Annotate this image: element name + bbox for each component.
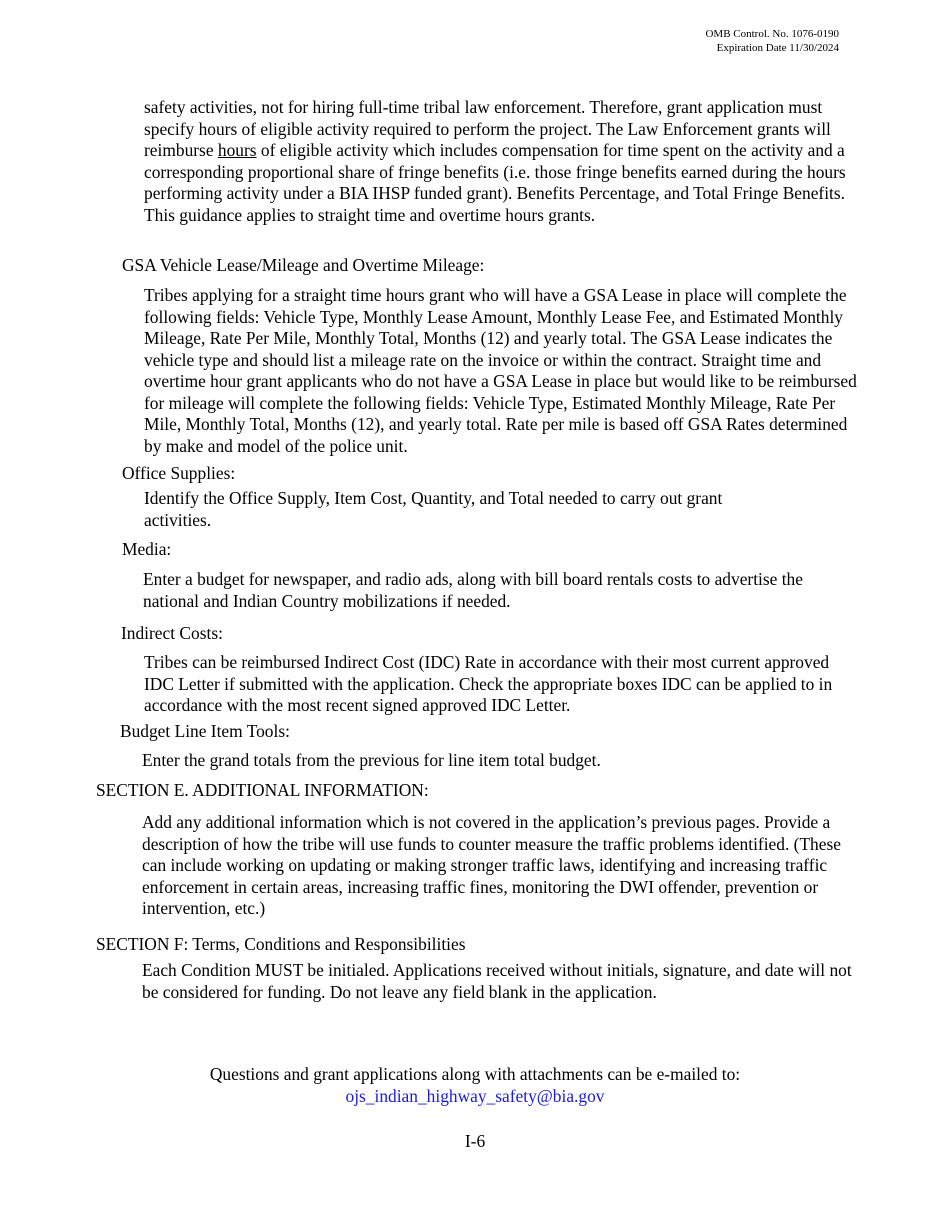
section-e-paragraph: Add any additional information which is not covered in the application’s previous pages. Provide a description of how the tribe will use funds to counter measure the traffic problems identified. (These can include working on updating or making stronger traffic laws, identifying and increasing traffic enforcement in certain areas, increasing traffic fines, monitoring the DWI offender, prevention or intervention, etc.) <box>142 812 841 918</box>
contact-footer <box>0 1064 950 1107</box>
expiration-date: Expiration Date 11/30/2024 <box>716 42 839 54</box>
omb-header <box>705 27 839 55</box>
section-e-heading: SECTION E. ADDITIONAL INFORMATION: <box>96 780 429 800</box>
office-supplies-paragraph: Identify the Office Supply, Item Cost, Quantity, and Total needed to carry out grant activities. <box>144 488 723 530</box>
omb-control-number: OMB Control. No. 1076-0190 <box>705 28 839 40</box>
indirect-costs-heading: Indirect Costs: <box>121 623 223 643</box>
section-f-heading: SECTION F: Terms, Conditions and Responsibilities <box>96 934 466 954</box>
gsa-paragraph: Tribes applying for a straight time hours grant who will have a GSA Lease in place will complete the following fields: Vehicle Type, Monthly Lease Amount, Monthly Lease Fee, and Estimated Monthly Mileage, Rate Per Mile, Monthly Total, Months (12) and yearly total. The GSA Lease indicates the vehicle type and should list a mileage rate on the invoice or within the contract. Straight time and overtime hour grant applicants who do not have a GSA Lease in place but would like to be reimbursed for mileage will complete the following fields: Vehicle Type, Estimated Monthly Mileage, Rate Per Mile, Monthly Total, Months (12), and yearly total. Rate per mile is based off GSA Rates determined by make and model of the police unit. <box>144 285 857 456</box>
media-paragraph: Enter a budget for newspaper, and radio ads, along with bill board rentals costs to advertise the national and Indian Country mobilizations if needed. <box>143 569 803 611</box>
page-number: I-6 <box>464 1131 486 1151</box>
intro-text-b: of eligible activity which includes compensation for time spent on the activity and a corresponding proportional share of fringe benefits (i.e. those fringe benefits earned during the hours performing activity under a BIA IHSP funded grant). Benefits Percentage, and Total Fringe Benefits. This guidance applies to straight time and overtime hours grants. <box>144 140 846 225</box>
contact-email-link[interactable]: ojs_indian_highway_safety@bia.gov <box>345 1085 605 1106</box>
intro-paragraph <box>144 97 859 226</box>
budget-tools-paragraph: Enter the grand totals from the previous for line item total budget. <box>142 750 601 770</box>
contact-line: Questions and grant applications along with attachments can be e-mailed to: <box>209 1064 741 1084</box>
office-supplies-heading: Office Supplies: <box>122 463 236 483</box>
intro-text-a: safety activities, not for hiring full-time tribal law enforcement. Therefore, grant application must specify hours of eligible activity required to perform the project. The Law Enforcement grants will reimburse <box>144 97 831 160</box>
budget-tools-heading: Budget Line Item Tools: <box>120 721 290 741</box>
intro-hours-underlined: hours <box>217 140 257 160</box>
section-f-paragraph: Each Condition MUST be initialed. Applications received without initials, signature, and date will not be considered for funding. Do not leave any field blank in the application. <box>142 960 852 1002</box>
indirect-costs-paragraph: Tribes can be reimbursed Indirect Cost (IDC) Rate in accordance with their most current approved IDC Letter if submitted with the application. Check the appropriate boxes IDC can be applied to in accordance with the most recent signed approved IDC Letter. <box>144 652 833 715</box>
media-heading: Media: <box>122 539 172 559</box>
gsa-heading: GSA Vehicle Lease/Mileage and Overtime Mileage: <box>122 255 485 275</box>
